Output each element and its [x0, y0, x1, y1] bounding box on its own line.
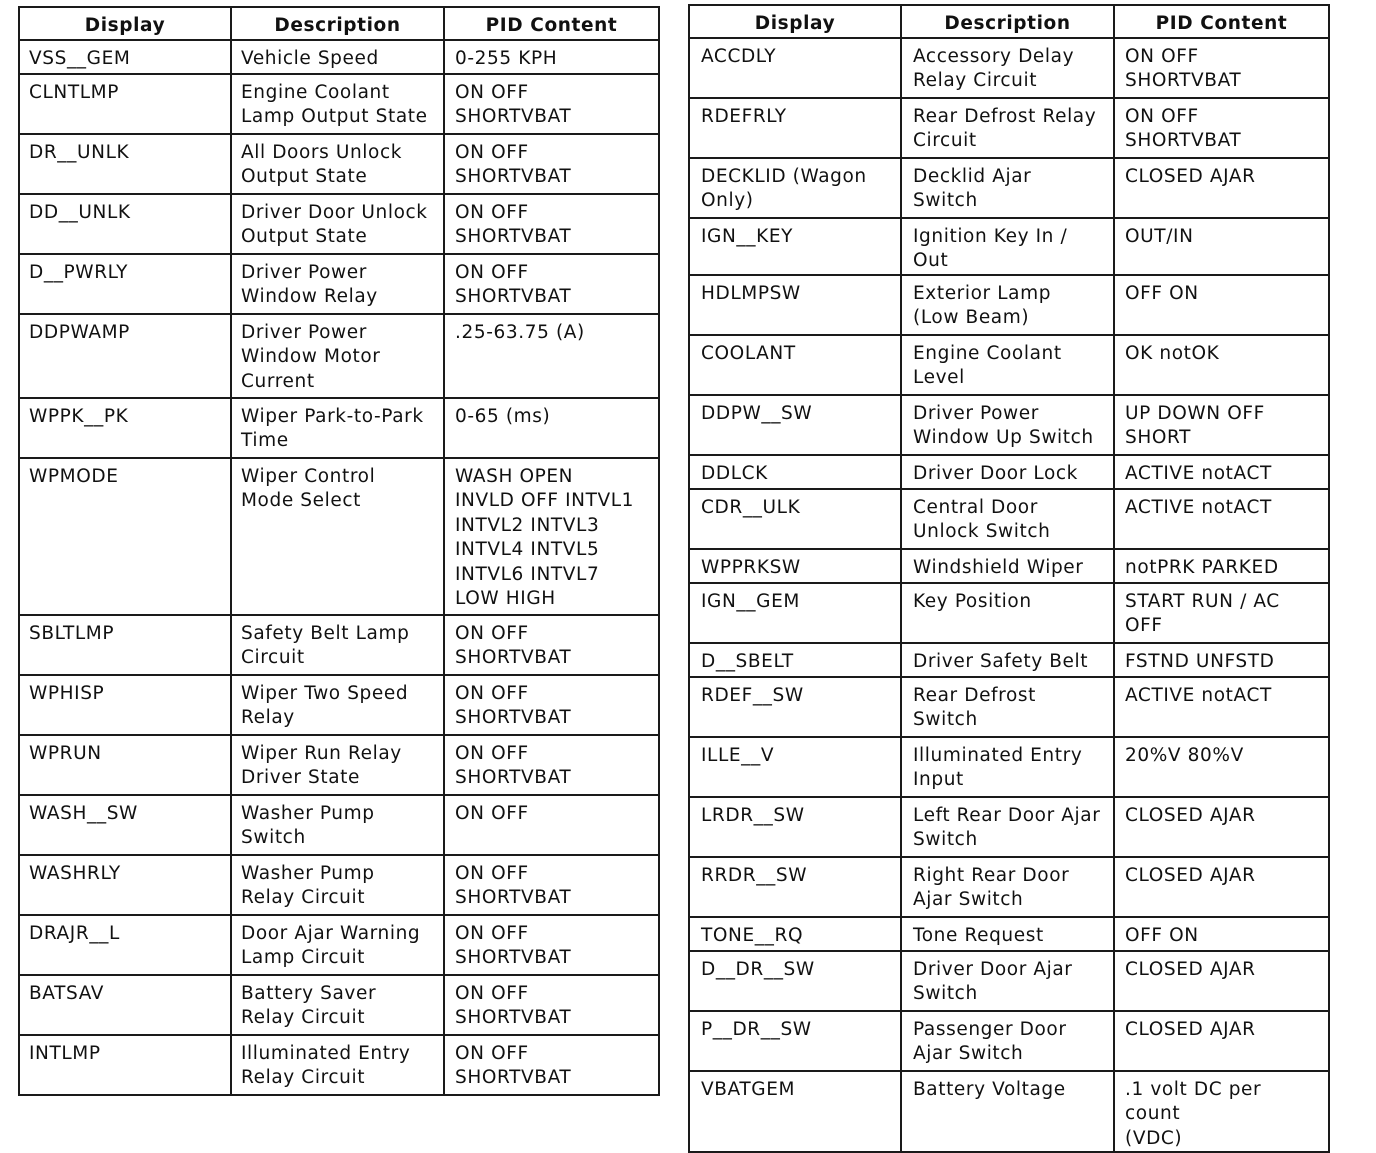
description-cell: Rear Defrost Relay Circuit: [901, 98, 1114, 158]
description-cell: Right Rear Door Ajar Switch: [901, 857, 1114, 917]
description-cell: Decklid Ajar Switch: [901, 158, 1114, 218]
pid-content-cell: ON OFF: [444, 795, 659, 855]
display-cell: WPPK__PK: [19, 398, 231, 458]
table-row: [19, 975, 659, 1035]
table-row: [19, 915, 659, 975]
display-cell: D__PWRLY: [19, 254, 231, 314]
header-description: Description: [231, 7, 444, 40]
display-cell: WPPRKSW: [689, 549, 901, 583]
table-row: [689, 677, 1329, 737]
header-display: Display: [19, 7, 231, 40]
pid-content-cell: ON OFF SHORTVBAT: [444, 975, 659, 1035]
description-cell: Driver Door Unlock Output State: [231, 194, 444, 254]
display-cell: VBATGEM: [689, 1071, 901, 1153]
pid-content-cell: OFF ON: [1114, 275, 1329, 335]
description-cell: Left Rear Door Ajar Switch: [901, 797, 1114, 857]
display-cell: WPMODE: [19, 458, 231, 615]
pid-content-cell: .1 volt DC per count (VDC): [1114, 1071, 1329, 1153]
description-cell: Ignition Key In / Out: [901, 218, 1114, 275]
description-cell: Washer Pump Relay Circuit: [231, 855, 444, 915]
table-row: [689, 857, 1329, 917]
display-cell: SBLTLMP: [19, 615, 231, 675]
description-cell: Battery Voltage: [901, 1071, 1114, 1153]
description-cell: Windshield Wiper: [901, 549, 1114, 583]
pid-content-cell: CLOSED AJAR: [1114, 797, 1329, 857]
table-row: [19, 398, 659, 458]
display-cell: D__DR__SW: [689, 951, 901, 1011]
pid-table-left: [18, 6, 660, 1096]
table-row: [19, 675, 659, 735]
description-cell: Battery Saver Relay Circuit: [231, 975, 444, 1035]
display-cell: BATSAV: [19, 975, 231, 1035]
description-cell: Tone Request: [901, 917, 1114, 951]
table-row: [689, 737, 1329, 797]
table-row: [19, 458, 659, 615]
table-row: [19, 134, 659, 194]
description-cell: Washer Pump Switch: [231, 795, 444, 855]
pid-content-cell: ACTIVE notACT: [1114, 489, 1329, 549]
table-row: [19, 855, 659, 915]
description-cell: Illuminated Entry Relay Circuit: [231, 1035, 444, 1095]
display-cell: WPRUN: [19, 735, 231, 795]
table-row: [19, 795, 659, 855]
table-row: [689, 158, 1329, 218]
table-row: [689, 917, 1329, 951]
description-cell: Key Position: [901, 583, 1114, 643]
pid-content-cell: ON OFF SHORTVBAT: [444, 134, 659, 194]
description-cell: All Doors Unlock Output State: [231, 134, 444, 194]
table-row: [19, 194, 659, 254]
display-cell: RDEF__SW: [689, 677, 901, 737]
description-cell: Wiper Control Mode Select: [231, 458, 444, 615]
pid-content-cell: ON OFF SHORTVBAT: [444, 254, 659, 314]
display-cell: CDR__ULK: [689, 489, 901, 549]
table-row: [689, 455, 1329, 489]
pid-content-cell: ON OFF SHORTVBAT: [444, 615, 659, 675]
description-cell: Driver Door Ajar Switch: [901, 951, 1114, 1011]
description-cell: Driver Power Window Relay: [231, 254, 444, 314]
pid-content-cell: UP DOWN OFF SHORT: [1114, 395, 1329, 455]
display-cell: WASH__SW: [19, 795, 231, 855]
table-row: [689, 489, 1329, 549]
description-cell: Driver Power Window Up Switch: [901, 395, 1114, 455]
pid-content-cell: CLOSED AJAR: [1114, 158, 1329, 218]
table-row: [19, 74, 659, 134]
description-cell: Illuminated Entry Input: [901, 737, 1114, 797]
table-row: [689, 1011, 1329, 1071]
table-row: [19, 254, 659, 314]
pid-content-cell: ON OFF SHORTVBAT: [444, 74, 659, 134]
header-display: Display: [689, 5, 901, 38]
display-cell: D__SBELT: [689, 643, 901, 677]
description-cell: Engine Coolant Lamp Output State: [231, 74, 444, 134]
pid-content-cell: 20%V 80%V: [1114, 737, 1329, 797]
description-cell: Engine Coolant Level: [901, 335, 1114, 395]
table-row: [689, 797, 1329, 857]
description-cell: Central Door Unlock Switch: [901, 489, 1114, 549]
display-cell: DDLCK: [689, 455, 901, 489]
display-cell: CLNTLMP: [19, 74, 231, 134]
table-row: [19, 735, 659, 795]
header-row: [19, 7, 659, 40]
pid-content-cell: ON OFF SHORTVBAT: [1114, 98, 1329, 158]
description-cell: Safety Belt Lamp Circuit: [231, 615, 444, 675]
display-cell: DRAJR__L: [19, 915, 231, 975]
header-pid-content: PID Content: [444, 7, 659, 40]
pid-content-cell: OK notOK: [1114, 335, 1329, 395]
pid-content-cell: 0-255 KPH: [444, 40, 659, 74]
header-description: Description: [901, 5, 1114, 38]
pid-content-cell: 0-65 (ms): [444, 398, 659, 458]
description-cell: Wiper Park-to-Park Time: [231, 398, 444, 458]
pid-content-cell: ACTIVE notACT: [1114, 455, 1329, 489]
table-row: [19, 1035, 659, 1095]
pid-content-cell: ON OFF SHORTVBAT: [444, 855, 659, 915]
table-row: [689, 275, 1329, 335]
display-cell: DD__UNLK: [19, 194, 231, 254]
pid-content-cell: notPRK PARKED: [1114, 549, 1329, 583]
description-cell: Rear Defrost Switch: [901, 677, 1114, 737]
display-cell: ACCDLY: [689, 38, 901, 98]
table-row: [19, 314, 659, 398]
display-cell: RRDR__SW: [689, 857, 901, 917]
display-cell: DDPW__SW: [689, 395, 901, 455]
description-cell: Exterior Lamp (Low Beam): [901, 275, 1114, 335]
pid-content-cell: ON OFF SHORTVBAT: [444, 1035, 659, 1095]
table-row: [19, 40, 659, 74]
description-cell: Door Ajar Warning Lamp Circuit: [231, 915, 444, 975]
pid-content-cell: OUT/IN: [1114, 218, 1329, 275]
header-pid-content: PID Content: [1114, 5, 1329, 38]
description-cell: Wiper Run Relay Driver State: [231, 735, 444, 795]
table-row: [689, 1071, 1329, 1153]
display-cell: ILLE__V: [689, 737, 901, 797]
display-cell: IGN__KEY: [689, 218, 901, 275]
pid-content-cell: FSTND UNFSTD: [1114, 643, 1329, 677]
description-cell: Driver Power Window Motor Current: [231, 314, 444, 398]
pid-content-cell: CLOSED AJAR: [1114, 857, 1329, 917]
description-cell: Driver Door Lock: [901, 455, 1114, 489]
display-cell: DDPWAMP: [19, 314, 231, 398]
display-cell: HDLMPSW: [689, 275, 901, 335]
table-row: [689, 643, 1329, 677]
description-cell: Passenger Door Ajar Switch: [901, 1011, 1114, 1071]
description-cell: Accessory Delay Relay Circuit: [901, 38, 1114, 98]
table-row: [689, 549, 1329, 583]
pid-content-cell: ON OFF SHORTVBAT: [1114, 38, 1329, 98]
display-cell: COOLANT: [689, 335, 901, 395]
display-cell: INTLMP: [19, 1035, 231, 1095]
display-cell: RDEFRLY: [689, 98, 901, 158]
header-row: [689, 5, 1329, 38]
table-row: [689, 335, 1329, 395]
pid-content-cell: ON OFF SHORTVBAT: [444, 735, 659, 795]
table-row: [689, 38, 1329, 98]
pid-content-cell: ON OFF SHORTVBAT: [444, 675, 659, 735]
table-row: [689, 98, 1329, 158]
display-cell: WASHRLY: [19, 855, 231, 915]
pid-content-cell: CLOSED AJAR: [1114, 1011, 1329, 1071]
pid-table-right: [688, 4, 1330, 1153]
display-cell: P__DR__SW: [689, 1011, 901, 1071]
pid-content-cell: ON OFF SHORTVBAT: [444, 915, 659, 975]
pid-content-cell: WASH OPEN INVLD OFF INTVL1 INTVL2 INTVL3 INTVL4 INTVL5 INTVL6 INTVL7 LOW HIGH: [444, 458, 659, 615]
pid-content-cell: START RUN / AC OFF: [1114, 583, 1329, 643]
pid-content-cell: CLOSED AJAR: [1114, 951, 1329, 1011]
table-row: [689, 951, 1329, 1011]
display-cell: LRDR__SW: [689, 797, 901, 857]
display-cell: DECKLID (Wagon Only): [689, 158, 901, 218]
display-cell: IGN__GEM: [689, 583, 901, 643]
display-cell: TONE__RQ: [689, 917, 901, 951]
description-cell: Wiper Two Speed Relay: [231, 675, 444, 735]
display-cell: DR__UNLK: [19, 134, 231, 194]
table-row: [689, 583, 1329, 643]
table-row: [689, 395, 1329, 455]
pid-content-cell: .25-63.75 (A): [444, 314, 659, 398]
display-cell: VSS__GEM: [19, 40, 231, 74]
table-row: [689, 218, 1329, 275]
pid-content-cell: ACTIVE notACT: [1114, 677, 1329, 737]
pid-content-cell: OFF ON: [1114, 917, 1329, 951]
description-cell: Driver Safety Belt: [901, 643, 1114, 677]
display-cell: WPHISP: [19, 675, 231, 735]
description-cell: Vehicle Speed: [231, 40, 444, 74]
pid-content-cell: ON OFF SHORTVBAT: [444, 194, 659, 254]
table-row: [19, 615, 659, 675]
